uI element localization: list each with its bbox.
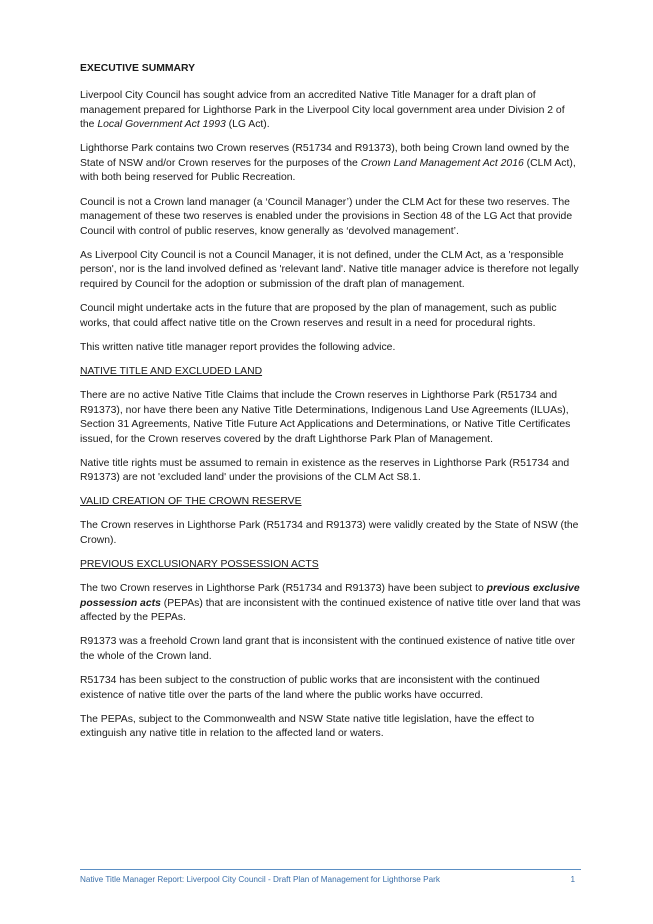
- executive-summary-heading: EXECUTIVE SUMMARY: [80, 63, 196, 74]
- pepa-p1-text-a: The two Crown reserves in Lighthorse Park (R51734 and R91373) have been subject to: [80, 583, 487, 595]
- exec-paragraph-1: [80, 89, 581, 133]
- pepa-heading: PREVIOUS EXCLUSIONARY POSSESSION ACTS: [80, 559, 319, 571]
- valid-creation-paragraph-1: The Crown reserves in Lighthorse Park (R51734 and R91373) were validly created by the State of NSW (the Crown).: [80, 520, 579, 547]
- exec-paragraph-6: This written native title manager report provides the following advice.: [80, 341, 396, 353]
- exec-p1-text-a: Liverpool City Council has sought advice from an accredited Native Title Manager for a draft plan of management prepared for Lighthorse Park in the Liverpool City local government area under Division 2 of the: [80, 90, 565, 131]
- exec-paragraph-5: Council might undertake acts in the future that are proposed by the plan of management, such as public works, that could affect native title on the Crown reserves and result in a need for procedural rights.: [80, 303, 557, 329]
- pepa-paragraph-2: R91373 was a freehold Crown land grant that is inconsistent with the continued existence of native title over the whole of the Crown land.: [80, 636, 575, 663]
- native-title-heading: NATIVE TITLE AND EXCLUDED LAND: [80, 365, 263, 377]
- exec-paragraph-2: [80, 142, 581, 186]
- pepa-paragraph-4: The PEPAs, subject to the Commonwealth and NSW State native title legislation, have the effect to extinguish any native title in relation to the affected land or waters.: [80, 713, 535, 740]
- exec-paragraph-3: Council is not a Crown land manager (a ‘Council Manager’) under the CLM Act for these two reserves. The management of these two reserves is enabled under the provisions in Section 48 of the LG Act that provide Council with control of public reserves, know generally as ‘devolved management’.: [80, 196, 573, 237]
- page-number: 1: [570, 875, 575, 884]
- pepa-p1-text-c: (PEPAs) that are inconsistent with the continued existence of native title over land that was affected by the PEPAs.: [80, 597, 581, 624]
- exec-p1-text-c: (LG Act).: [225, 119, 270, 131]
- exec-p2-text-c: (CLM Act), with both being reserved for Public Recreation.: [80, 157, 576, 184]
- exec-p2-text-a: Lighthorse Park contains two Crown reserves (R51734 and R91373), both being Crown land owned by the State of NSW and/or Crown reserves for the purposes of the: [80, 143, 570, 169]
- pepa-term: previous exclusive possession acts: [80, 583, 580, 609]
- exec-paragraph-4: As Liverpool City Council is not a Council Manager, it is not defined, under the CLM Act, as a 'responsible person', nor is the land involved defined as 'relevant land'. Native title manager advice is therefore not legally required by Council for the adoption or submission of the draft plan of management.: [80, 249, 579, 291]
- footer-text: Native Title Manager Report: Liverpool City Council - Draft Plan of Management for Lighthorse Park: [80, 875, 440, 884]
- valid-creation-heading: VALID CREATION OF THE CROWN RESERVE: [80, 496, 302, 508]
- pepa-paragraph-3: R51734 has been subject to the construction of public works that are inconsistent with the continued existence of native title over the parts of the land where the public works have occurred.: [80, 675, 540, 701]
- native-title-paragraph-2: Native title rights must be assumed to remain in existence as the reserves in Lighthorse Park (R51734 and R91373) are not 'excluded land' under the provisions of the CLM Act S8.1.: [80, 457, 570, 484]
- native-title-paragraph-1: There are no active Native Title Claims that include the Crown reserves in Lighthorse Park (R51734 and R91373), nor have there been any Native Title Determinations, Indigenous Land Use Agreements (ILUAs), Section 31 Agreements, Native Title Future Act Applications and Determinations, or Native Title Certificates issued, for the Crown reserves covered by the draft Lighthorse Park Plan of Management.: [80, 389, 571, 445]
- pepa-paragraph-1: [80, 582, 581, 626]
- clm-act-title: Crown Land Management Act 2016: [360, 157, 524, 169]
- page-footer: [80, 869, 581, 884]
- lg-act-title: Local Government Act 1993: [97, 119, 226, 131]
